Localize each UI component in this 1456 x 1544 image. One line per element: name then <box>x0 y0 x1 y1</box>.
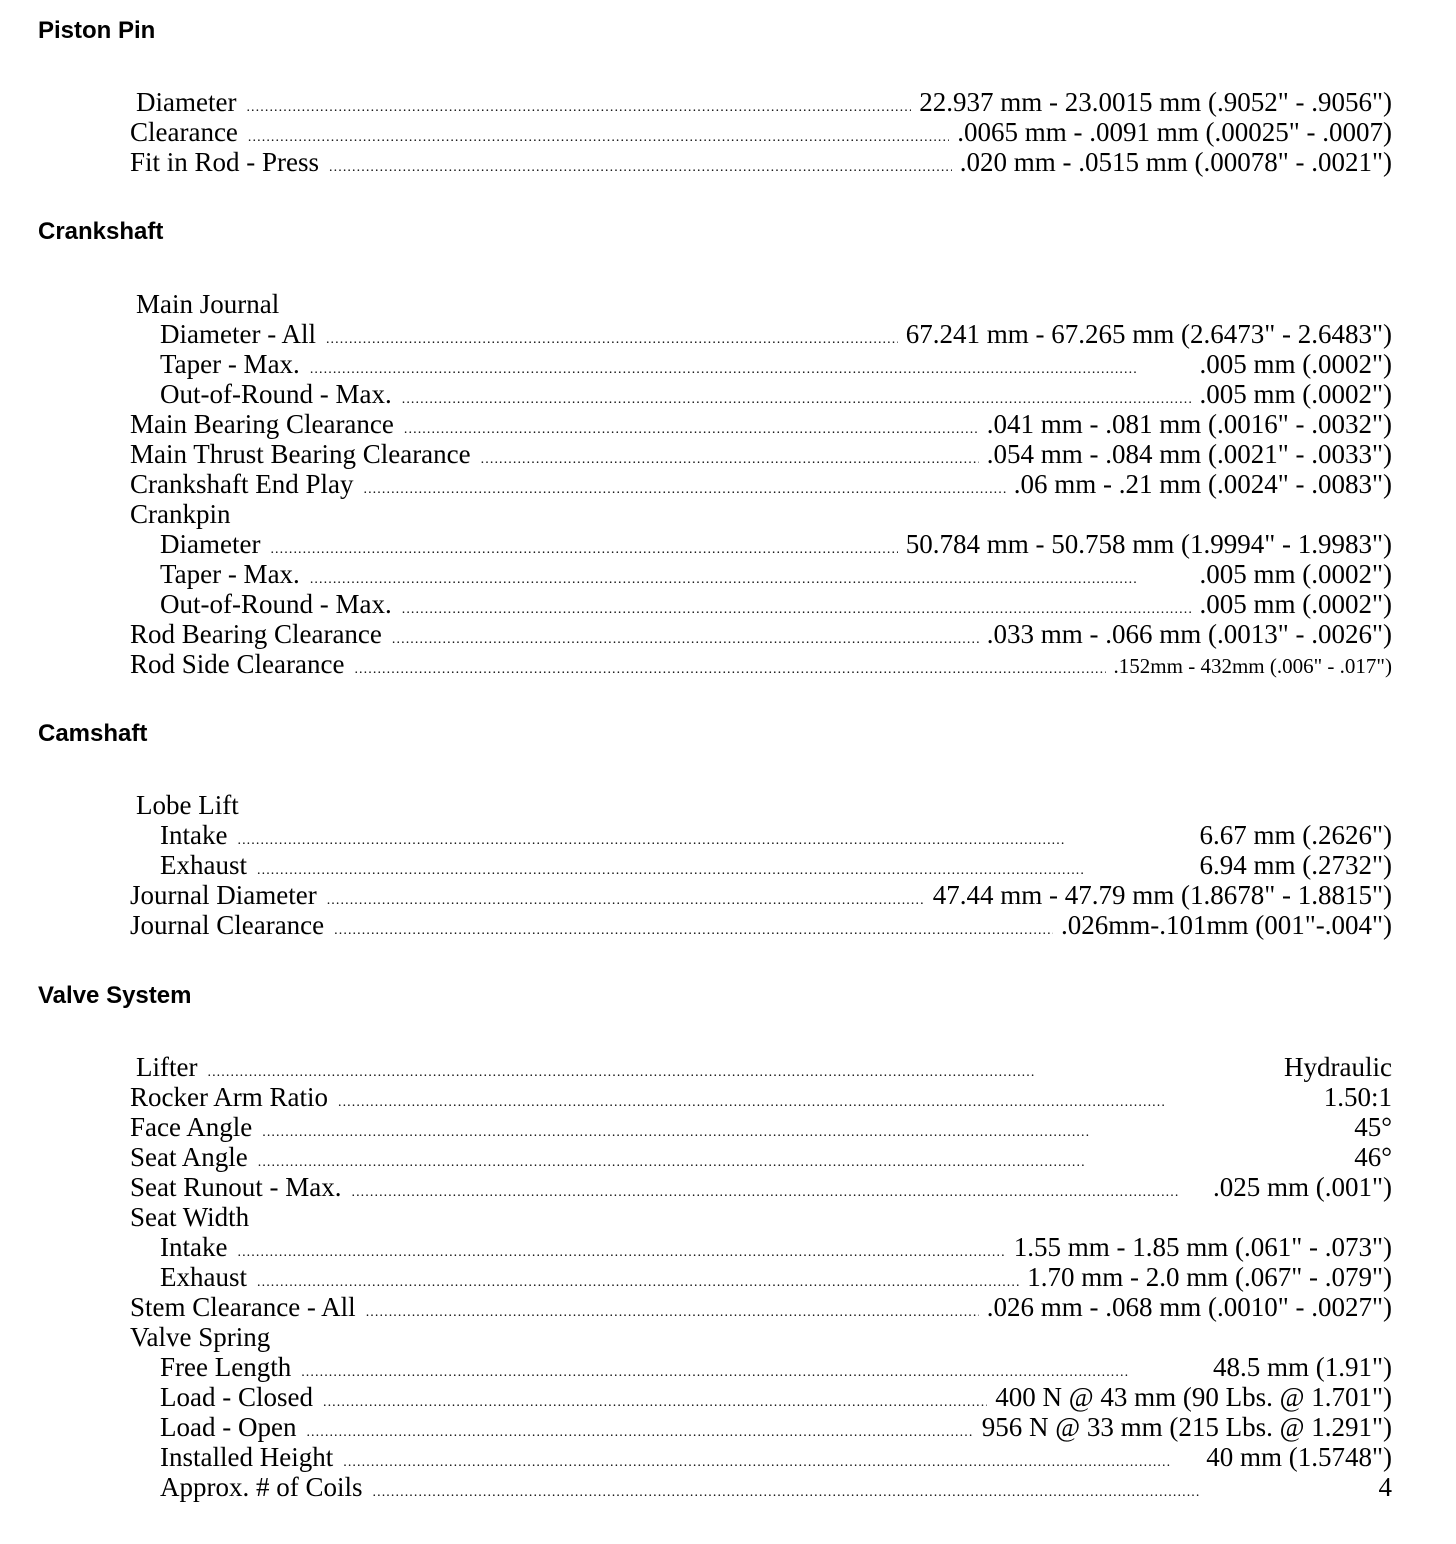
spec-row-piston-diameter <box>0 87 1456 117</box>
spec-value: .005 mm (.0002") <box>1199 589 1392 619</box>
spec-value: 46° <box>1354 1142 1392 1172</box>
valve-system-specs <box>0 1052 1456 1502</box>
spec-label: Taper - Max. <box>160 559 300 589</box>
spec-row-stem-clearance <box>0 1292 1456 1322</box>
spec-row-lifter <box>0 1052 1456 1082</box>
dot-leader <box>334 916 1053 946</box>
spec-label: Lobe Lift <box>136 790 239 820</box>
spec-value: 48.5 mm (1.91") <box>1212 1352 1392 1382</box>
spec-row-lobe-lift-intake <box>0 820 1456 850</box>
dot-leader <box>329 153 952 183</box>
spec-group-valve-spring <box>0 1322 1456 1352</box>
spec-row-rod-side-clearance <box>0 649 1456 679</box>
spec-row-main-journal-out-of-round <box>0 379 1456 409</box>
spec-label: Diameter <box>136 87 237 117</box>
spec-label: Rod Side Clearance <box>130 649 345 679</box>
spec-label: Free Length <box>160 1352 292 1382</box>
spec-value: .054 mm - .084 mm (.0021" - .0033") <box>986 439 1392 469</box>
spec-row-free-length <box>0 1352 1456 1382</box>
spec-value: .005 mm (.0002") <box>1199 349 1392 379</box>
spec-label: Taper - Max. <box>160 349 300 379</box>
spec-row-crankpin-diameter <box>0 529 1456 559</box>
camshaft-specs <box>0 790 1456 940</box>
spec-row-seat-width-intake <box>0 1232 1456 1262</box>
spec-value: 6.94 mm (.2732") <box>1199 850 1392 880</box>
spec-label: Fit in Rod - Press <box>130 147 320 177</box>
spec-label: Installed Height <box>160 1442 334 1472</box>
spec-value: .005 mm (.0002") <box>1199 379 1392 409</box>
spec-value: 956 N @ 33 mm (215 Lbs. @ 1.291") <box>981 1412 1392 1442</box>
spec-label: Rod Bearing Clearance <box>130 619 382 649</box>
spec-label: Diameter - All <box>160 319 316 349</box>
spec-value: 400 N @ 43 mm (90 Lbs. @ 1.701") <box>995 1382 1392 1412</box>
spec-row-coils <box>0 1472 1456 1502</box>
spec-value: 67.241 mm - 67.265 mm (2.6473" - 2.6483") <box>905 319 1392 349</box>
spec-value: .041 mm - .081 mm (.0016" - .0032") <box>986 409 1392 439</box>
spec-label: Stem Clearance - All <box>130 1292 356 1322</box>
spec-row-load-closed <box>0 1382 1456 1412</box>
spec-row-load-open <box>0 1412 1456 1442</box>
crankshaft-specs <box>0 289 1456 679</box>
spec-row-installed-height <box>0 1442 1456 1472</box>
spec-value: 40 mm (1.5748") <box>1206 1442 1392 1472</box>
spec-row-rocker-arm-ratio <box>0 1082 1456 1112</box>
spec-label: Face Angle <box>130 1112 253 1142</box>
spec-label: Valve Spring <box>130 1322 271 1352</box>
spec-value: 1.55 mm - 1.85 mm (.061" - .073") <box>1013 1232 1392 1262</box>
spec-value: 45° <box>1354 1112 1392 1142</box>
spec-row-seat-runout <box>0 1172 1456 1202</box>
spec-value: 22.937 mm - 23.0015 mm (.9052" - .9056") <box>919 87 1392 117</box>
spec-label: Clearance <box>130 117 238 147</box>
spec-group-lobe-lift <box>0 790 1456 820</box>
spec-label: Approx. # of Coils <box>160 1472 363 1502</box>
spec-row-journal-clearance <box>0 910 1456 940</box>
spec-label: Load - Closed <box>160 1382 313 1412</box>
section-heading-valve-system: Valve System <box>38 982 192 1009</box>
section-heading-camshaft: Camshaft <box>38 720 148 747</box>
spec-group-seat-width <box>0 1202 1456 1232</box>
spec-label: Seat Runout - Max. <box>130 1172 342 1202</box>
dot-leader <box>354 655 1105 685</box>
spec-value: .020 mm - .0515 mm (.00078" - .0021") <box>959 147 1392 177</box>
spec-label: Rocker Arm Ratio <box>130 1082 328 1112</box>
spec-row-main-bearing-clearance <box>0 409 1456 439</box>
spec-value: .005 mm (.0002") <box>1199 559 1392 589</box>
section-heading-piston-pin: Piston Pin <box>38 17 156 44</box>
spec-row-seat-angle <box>0 1142 1456 1172</box>
spec-value: Hydraulic <box>1284 1052 1392 1082</box>
spec-label: Seat Width <box>130 1202 250 1232</box>
spec-label: Crankshaft End Play <box>130 469 354 499</box>
spec-label: Out-of-Round - Max. <box>160 589 392 619</box>
spec-label: Diameter <box>160 529 261 559</box>
spec-value: .026 mm - .068 mm (.0010" - .0027") <box>986 1292 1392 1322</box>
spec-label: Crankpin <box>130 499 231 529</box>
spec-label: Main Thrust Bearing Clearance <box>130 439 471 469</box>
spec-row-crankshaft-end-play <box>0 469 1456 499</box>
spec-row-journal-diameter <box>0 880 1456 910</box>
spec-value: 47.44 mm - 47.79 mm (1.8678" - 1.8815") <box>932 880 1392 910</box>
spec-value: .033 mm - .066 mm (.0013" - .0026") <box>986 619 1392 649</box>
spec-row-main-thrust-bearing-clearance <box>0 439 1456 469</box>
spec-row-crankpin-out-of-round <box>0 589 1456 619</box>
dot-leader <box>373 1478 1371 1508</box>
spec-row-fit-in-rod <box>0 147 1456 177</box>
spec-label: Exhaust <box>160 850 247 880</box>
spec-label: Main Bearing Clearance <box>130 409 394 439</box>
spec-row-rod-bearing-clearance <box>0 619 1456 649</box>
spec-row-seat-width-exhaust <box>0 1262 1456 1292</box>
spec-value: .025 mm (.001") <box>1212 1172 1392 1202</box>
spec-label: Seat Angle <box>130 1142 248 1172</box>
spec-value: 4 <box>1378 1472 1392 1502</box>
section-heading-crankshaft: Crankshaft <box>38 218 164 245</box>
spec-row-main-journal-taper <box>0 349 1456 379</box>
spec-value: .026mm-.101mm (001"-.004") <box>1060 910 1392 940</box>
spec-label: Load - Open <box>160 1412 297 1442</box>
piston-pin-specs <box>0 87 1456 177</box>
spec-label: Out-of-Round - Max. <box>160 379 392 409</box>
spec-value: .0065 mm - .0091 mm (.00025" - .0007) <box>957 117 1392 147</box>
spec-row-crankpin-taper <box>0 559 1456 589</box>
spec-value: 6.67 mm (.2626") <box>1199 820 1392 850</box>
spec-group-main-journal <box>0 289 1456 319</box>
spec-group-crankpin <box>0 499 1456 529</box>
spec-label: Main Journal <box>136 289 280 319</box>
spec-row-piston-clearance <box>0 117 1456 147</box>
spec-value: 1.50:1 <box>1323 1082 1392 1112</box>
spec-row-lobe-lift-exhaust <box>0 850 1456 880</box>
spec-value: 50.784 mm - 50.758 mm (1.9994" - 1.9983") <box>905 529 1392 559</box>
spec-label: Exhaust <box>160 1262 247 1292</box>
spec-row-main-journal-diameter <box>0 319 1456 349</box>
spec-label: Lifter <box>136 1052 198 1082</box>
spec-value: .152mm - 432mm (.006" - .017") <box>1113 654 1392 678</box>
spec-label: Journal Clearance <box>130 910 325 940</box>
spec-value: .06 mm - .21 mm (.0024" - .0083") <box>1013 469 1392 499</box>
spec-label: Intake <box>160 1232 228 1262</box>
spec-row-face-angle <box>0 1112 1456 1142</box>
spec-value: 1.70 mm - 2.0 mm (.067" - .079") <box>1027 1262 1392 1292</box>
spec-label: Intake <box>160 820 228 850</box>
spec-label: Journal Diameter <box>130 880 317 910</box>
